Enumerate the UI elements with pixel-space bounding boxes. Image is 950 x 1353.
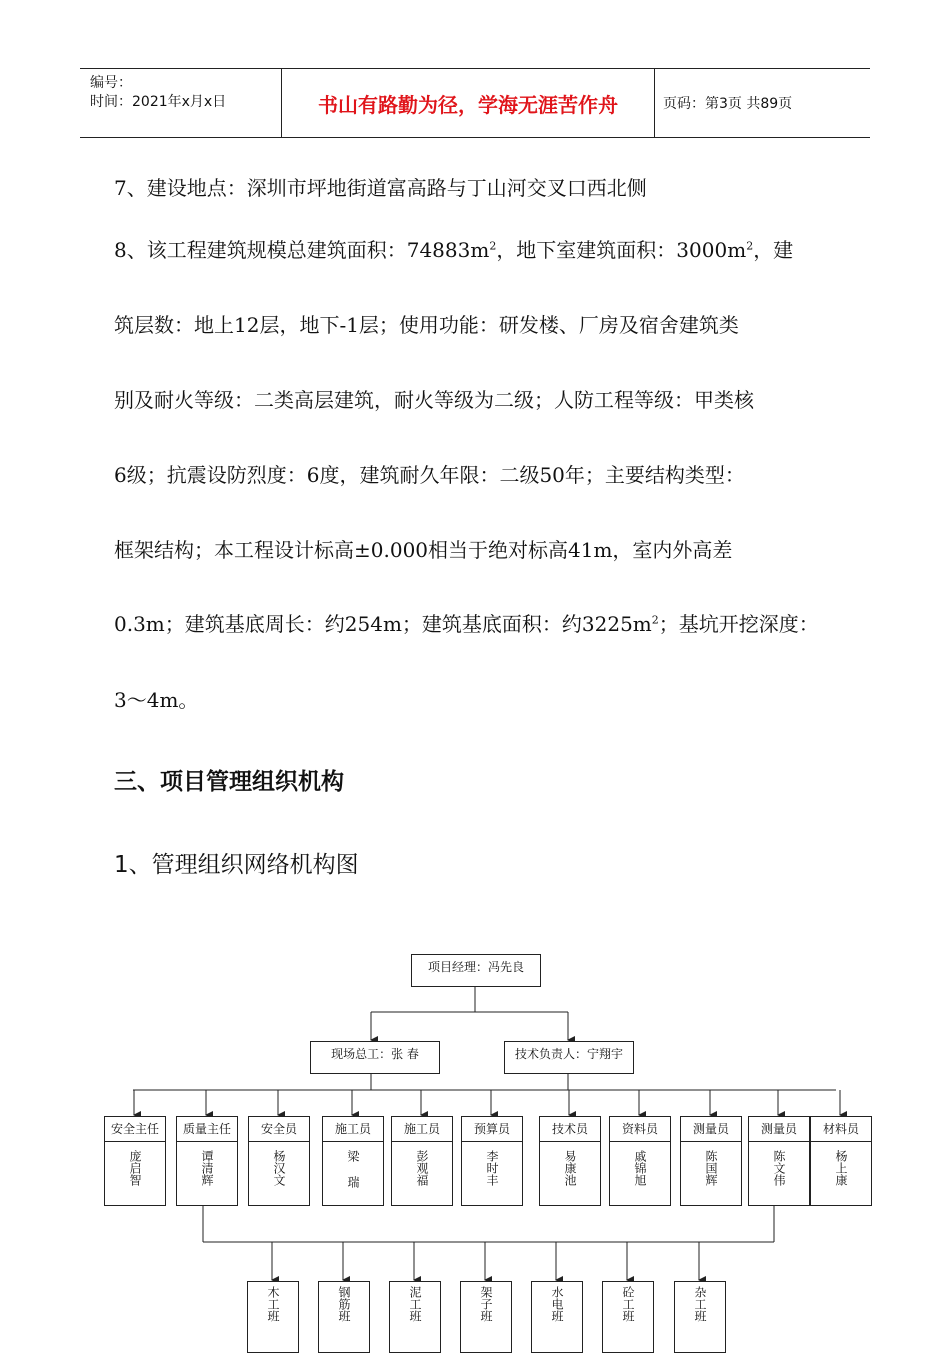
org-team-box — [602, 1281, 654, 1353]
section-title: 三、项目管理组织机构 — [114, 769, 344, 795]
org-staff-name: 杨上康 — [834, 1150, 848, 1186]
org-staff-role: 安全员 — [249, 1117, 309, 1142]
org-staff-role: 技术员 — [540, 1117, 600, 1142]
org-staff-box — [539, 1116, 601, 1206]
paragraph-8-line-3: 别及耐火等级：二类高层建筑，耐火等级为二级；人防工程等级：甲类核 — [114, 388, 754, 412]
org-team-box — [531, 1281, 583, 1353]
paragraph-8-line-2: 筑层数：地上12层，地下-1层；使用功能：研发楼、厂房及宿舍建筑类 — [114, 313, 739, 337]
org-staff-name: 陈国辉 — [704, 1150, 718, 1186]
org-staff-name: 梁 瑞 — [346, 1150, 360, 1188]
org-staff-box — [810, 1116, 872, 1206]
org-team-name: 钢筋班 — [337, 1286, 351, 1322]
paragraph-8-line-5: 框架结构；本工程设计标高±0.000相当于绝对标高41m，室内外高差 — [114, 538, 733, 562]
org-staff-name: 庞启智 — [128, 1150, 142, 1186]
org-staff-role: 质量主任 — [177, 1117, 237, 1142]
org-team-name: 架子班 — [479, 1286, 493, 1322]
org-staff-name: 李时丰 — [485, 1150, 499, 1186]
number-label: 编号： — [90, 75, 132, 91]
org-staff-box — [322, 1116, 384, 1206]
subsection-title: 1、管理组织网络机构图 — [114, 852, 359, 878]
org-team-name: 杂工班 — [693, 1286, 707, 1322]
org-staff-box — [391, 1116, 453, 1206]
org-staff-name: 谭清辉 — [200, 1150, 214, 1186]
org-staff-name: 易康池 — [563, 1150, 577, 1186]
org-staff-role: 安全主任 — [105, 1117, 165, 1142]
org-team-box — [389, 1281, 441, 1353]
org-team-name: 泥工班 — [408, 1286, 422, 1322]
org-staff-name: 陈文伟 — [772, 1150, 786, 1186]
org-staff-role: 施工员 — [392, 1117, 452, 1142]
org-staff-role: 资料员 — [610, 1117, 670, 1142]
org-team-box — [460, 1281, 512, 1353]
page-info: 页码：第3页 共89页 — [663, 96, 793, 112]
org-staff-box — [248, 1116, 310, 1206]
org-staff-box — [461, 1116, 523, 1206]
org-staff-role: 测量员 — [749, 1117, 809, 1142]
paragraph-8-line-4: 6级；抗震设防烈度：6度，建筑耐久年限：二级50年；主要结构类型： — [114, 463, 745, 487]
org-site-chief-engineer: 现场总工：张 春 — [310, 1041, 440, 1074]
org-staff-name: 彭观福 — [415, 1150, 429, 1186]
org-staff-role: 施工员 — [323, 1117, 383, 1142]
paragraph-7: 7、建设地点：深圳市坪地街道富高路与丁山河交叉口西北侧 — [114, 176, 647, 200]
paragraph-8-line-7: 3～4m。 — [114, 688, 199, 712]
org-team-name: 砼工班 — [621, 1286, 635, 1322]
org-staff-box — [104, 1116, 166, 1206]
org-team-box — [247, 1281, 299, 1353]
org-staff-box — [680, 1116, 742, 1206]
org-staff-name: 戚锦旭 — [633, 1150, 647, 1186]
org-staff-role: 材料员 — [811, 1117, 871, 1142]
org-staff-role: 预算员 — [462, 1117, 522, 1142]
org-staff-role: 测量员 — [681, 1117, 741, 1142]
org-team-box — [318, 1281, 370, 1353]
org-staff-box — [609, 1116, 671, 1206]
header-motto: 书山有路勤为径，学海无涯苦作舟 — [282, 69, 655, 137]
org-project-manager: 项目经理：冯先良 — [411, 954, 541, 987]
paragraph-8-line-1: 8、该工程建筑规模总建筑面积：$74883m^2$，地下室建筑面积：$3000m^2$，建 — [114, 238, 794, 262]
org-technical-director: 技术负责人：宁翔宇 — [504, 1041, 634, 1074]
org-team-box — [674, 1281, 726, 1353]
paragraph-8-line-6: 0.3m；建筑基底周长：约254m；建筑基底面积：约$3225m^2$；基坑开挖深度： — [114, 612, 819, 636]
org-staff-box — [748, 1116, 810, 1206]
time-label: 时间：2021年x月x日 — [90, 94, 227, 110]
org-staff-name: 杨汉文 — [272, 1150, 286, 1186]
org-staff-box — [176, 1116, 238, 1206]
org-team-name: 木工班 — [266, 1286, 280, 1322]
org-team-name: 水电班 — [550, 1286, 564, 1322]
